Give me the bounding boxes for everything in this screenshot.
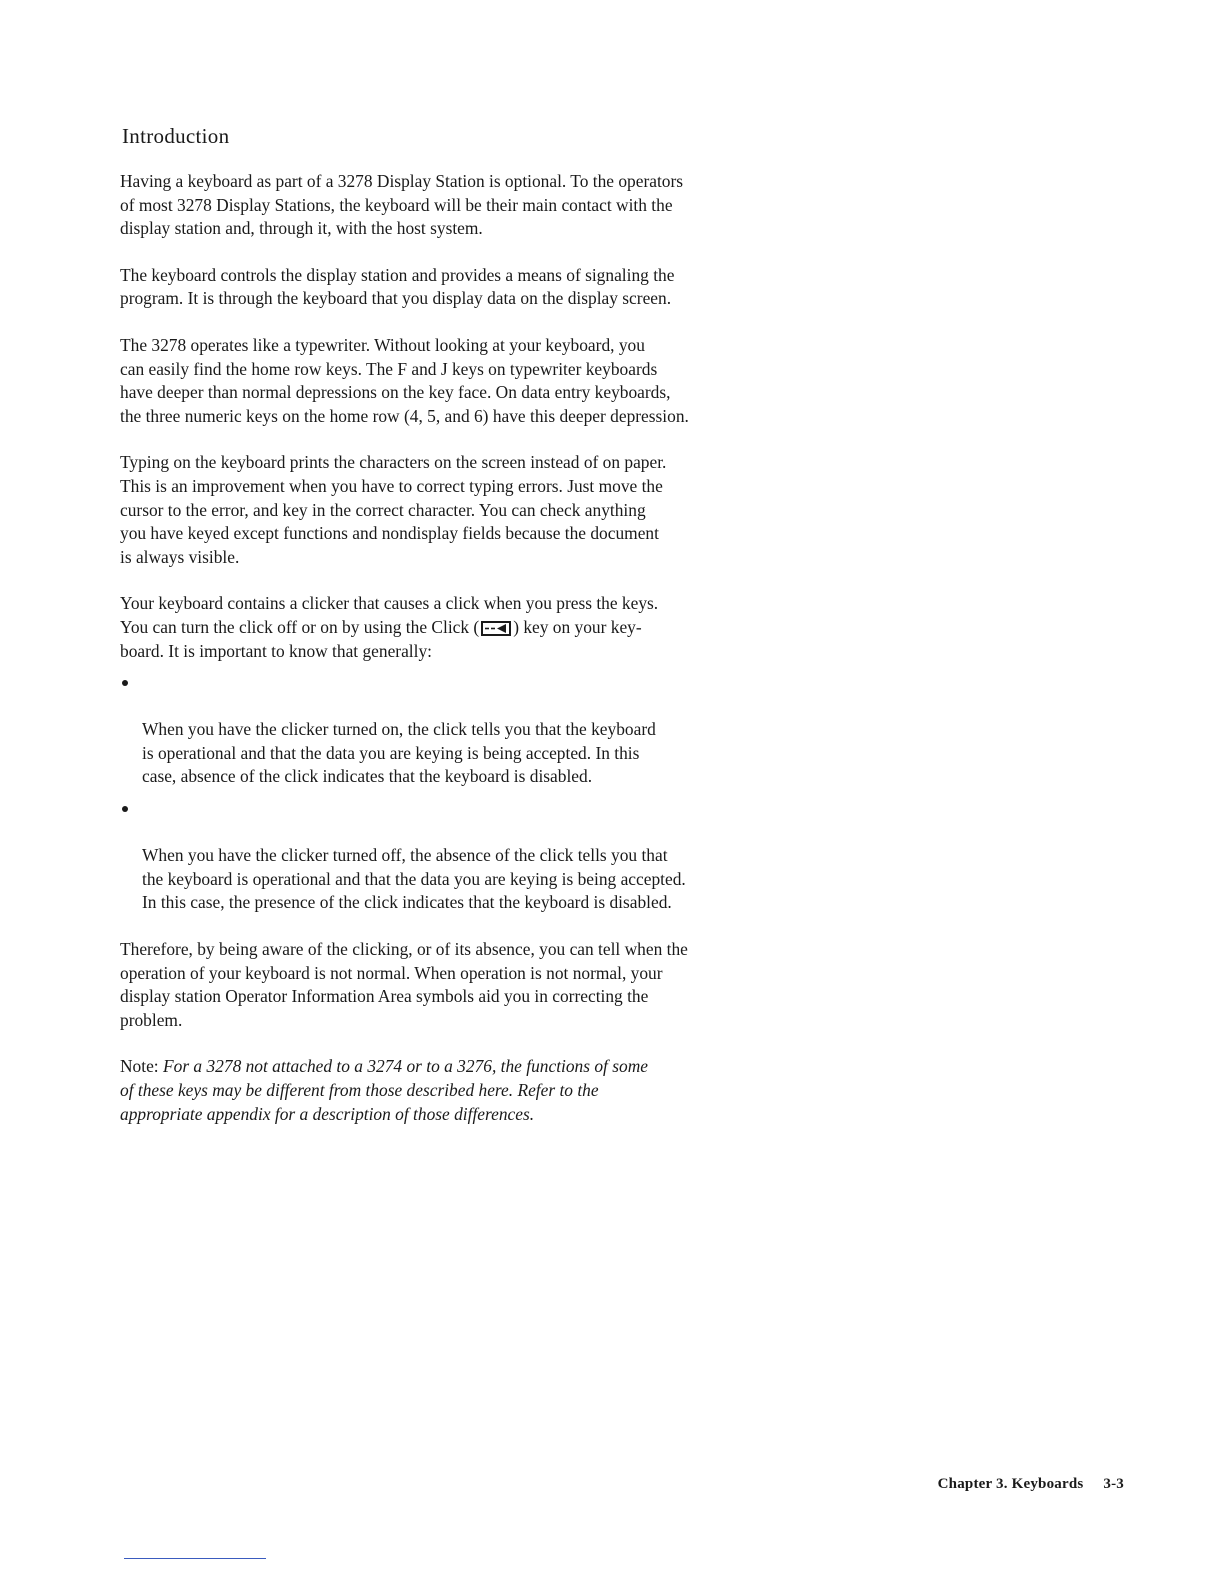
bullet-dot-icon — [122, 806, 128, 812]
page-footer — [938, 1476, 1124, 1493]
paragraph-typing-screen: Typing on the keyboard prints the characters on the screen instead of on paper. This is an improvement when you have to correct typing errors. Just move the cursor to the error, and key in the correct character. You can check anything you have keyed except functions and nondisplay fields because the document is always visible. — [120, 452, 667, 567]
bottom-rule — [124, 1558, 266, 1559]
click-key-icon — [481, 621, 511, 636]
body-text — [120, 170, 780, 1126]
paragraph-therefore: Therefore, by being aware of the clicking, or of its absence, you can tell when the operation of your keyboard is not normal. When operation is not normal, your display station Operator Information Area symbols aid you in correcting the problem. — [120, 939, 688, 1030]
paragraph-clicker — [120, 592, 780, 663]
paragraph-keyboard-controls: The keyboard controls the display station and provides a means of signaling the program. It is through the keyboard that you display data on the display screen. — [120, 264, 675, 309]
paragraph-clicker-before: Your keyboard contains a clicker that causes a click when you press the keys. You can turn the click off or on by using the Click ( — [120, 593, 659, 637]
paragraph-optional-keyboard: Having a keyboard as part of a 3278 Display Station is optional. To the operators of most 3278 Display Stations, the keyboard will be their main contact with the display station and, through it, with the host system. — [120, 171, 684, 239]
note — [120, 1055, 780, 1126]
footer-chapter: Chapter 3. Keyboards — [937, 1476, 1084, 1492]
section-heading: Introduction — [122, 124, 230, 148]
paragraph-typewriter: The 3278 operates like a typewriter. Without looking at your keyboard, you can easily find the home row keys. The F and J keys on typewriter keyboards have deeper than normal depressions on the key face. On data entry keyboards, the three numeric keys on the home row (4, 5, and 6) have this deeper depression. — [120, 334, 689, 426]
bullet-text-clicker-off: When you have the clicker turned off, the absence of the click tells you that the keyboard is operational and that the data you are keying is being accepted. In this case, the presence of the click indicates that the keyboard is disabled. — [142, 845, 686, 913]
list-item — [120, 797, 780, 915]
footer-page-number: 3-3 — [1103, 1476, 1124, 1492]
list-item — [120, 671, 780, 789]
bullet-text-clicker-on: When you have the clicker turned on, the click tells you that the keyboard is operational and that the data you are keying is being accepted. In this case, absence of the click indicates that the keyboard is disabled. — [142, 719, 656, 787]
paragraph-clicker-after: ) key on your key- board. It is important to know that generally: — [120, 616, 642, 661]
clicker-bullet-list — [120, 671, 780, 915]
bullet-dot-icon — [122, 680, 128, 686]
note-body: For a 3278 not attached to a 3274 or to a 3276, the functions of some of these keys may be different from those described here. Refer to the appropriate appendix for a description of those differences. — [120, 1056, 648, 1124]
note-label: Note: — [120, 1056, 159, 1077]
